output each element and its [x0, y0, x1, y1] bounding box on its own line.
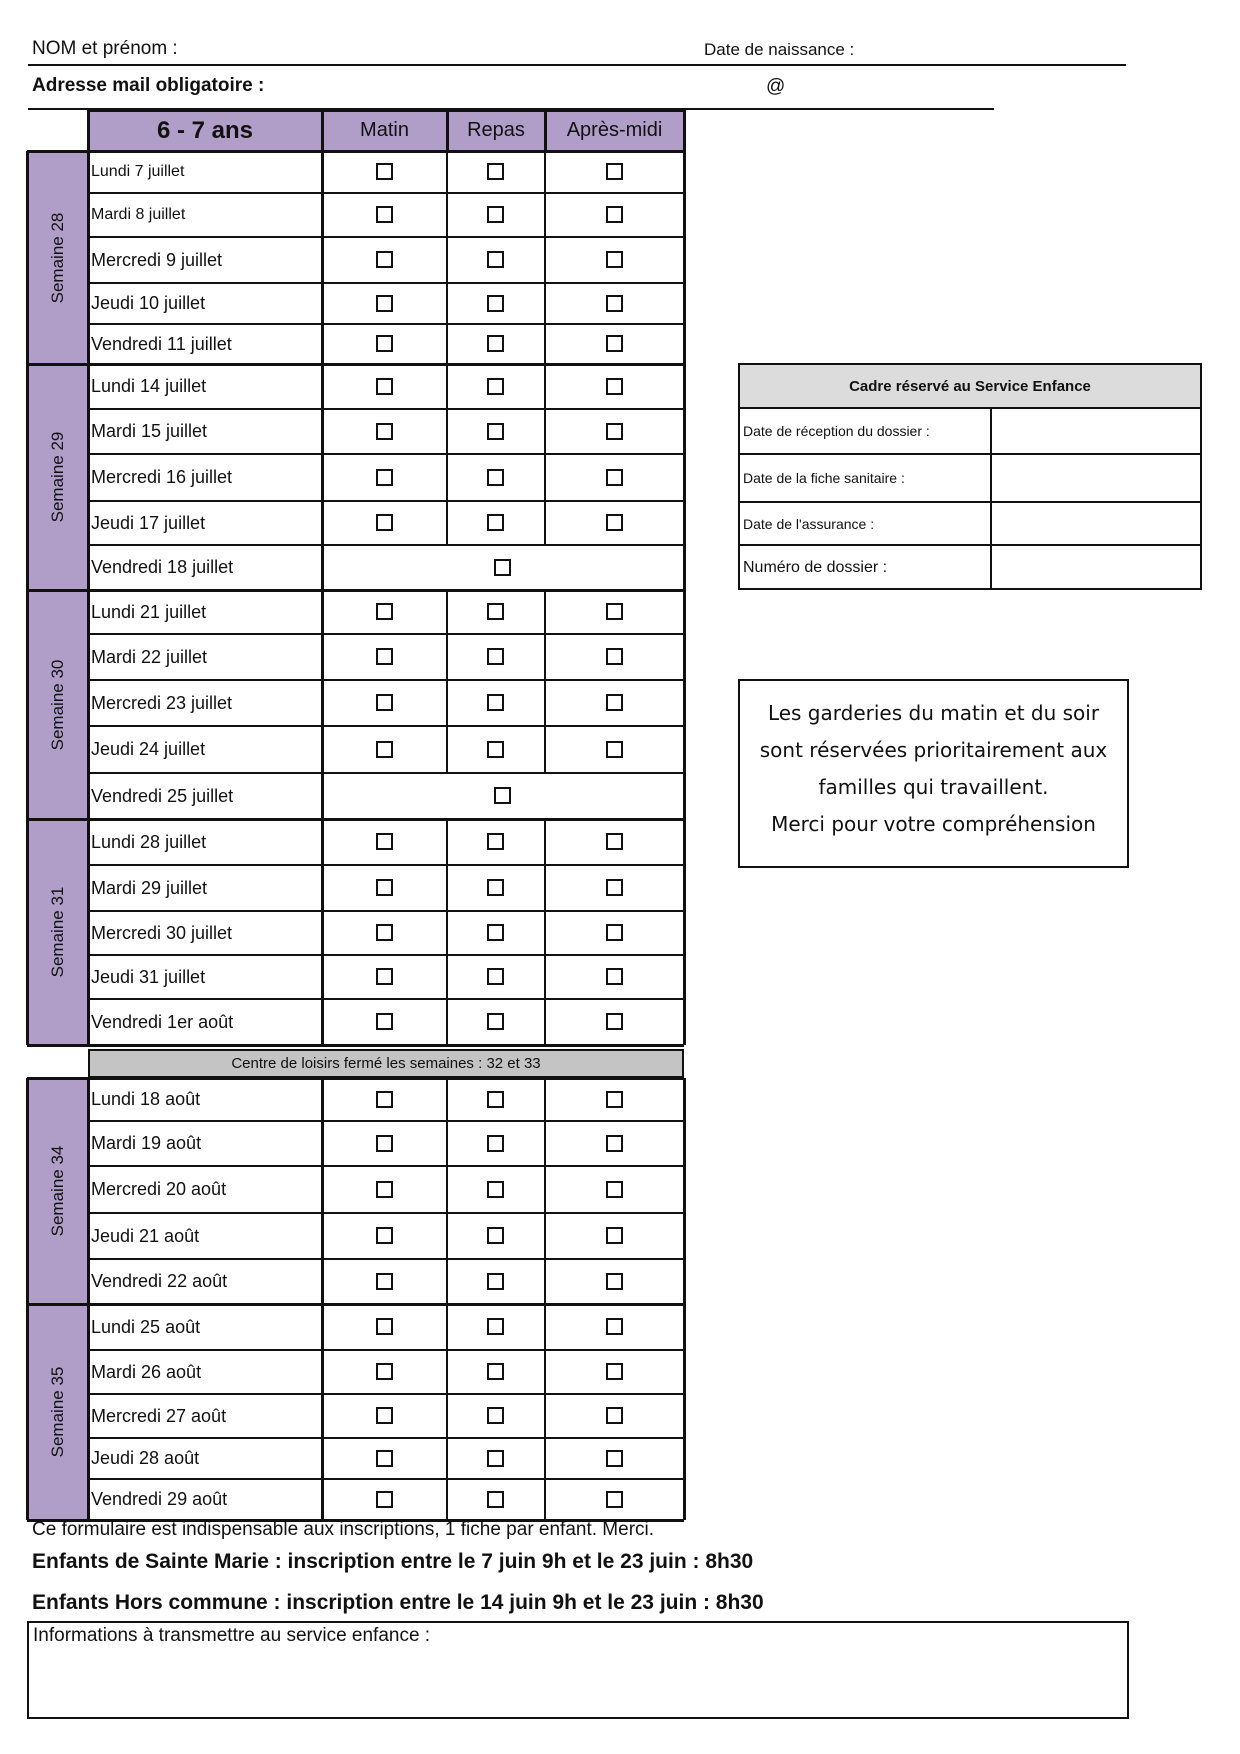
apres-midi-checkbox[interactable]	[606, 335, 623, 352]
reserved-label-file-number: Numéro de dossier :	[740, 546, 992, 590]
grid-line	[544, 110, 547, 151]
reserved-title: Cadre réservé au Service Enfance	[740, 365, 1200, 409]
repas-checkbox[interactable]	[487, 1091, 504, 1108]
apres-midi-checkbox[interactable]	[606, 1013, 623, 1030]
grid-line	[321, 545, 324, 590]
repas-checkbox[interactable]	[487, 741, 504, 758]
grid-line	[88, 1437, 684, 1439]
grid-line	[544, 1121, 546, 1166]
full-day-checkbox[interactable]	[494, 787, 511, 804]
grid-line	[446, 1078, 448, 1121]
grid-line	[544, 911, 546, 955]
apres-midi-checkbox[interactable]	[606, 879, 623, 896]
matin-checkbox[interactable]	[376, 163, 393, 180]
grid-line	[683, 590, 686, 819]
matin-checkbox[interactable]	[376, 206, 393, 223]
grid-line	[446, 819, 448, 865]
matin-checkbox[interactable]	[376, 879, 393, 896]
column-header-apres-midi: Après-midi	[545, 110, 684, 151]
reserved-field-sanitary[interactable]	[992, 455, 1200, 501]
grid-line	[88, 109, 684, 112]
grid-line	[88, 408, 684, 410]
matin-checkbox[interactable]	[376, 1181, 393, 1198]
grid-line	[544, 1166, 546, 1213]
grid-line	[321, 1078, 324, 1121]
grid-line	[446, 364, 448, 409]
grid-line	[446, 501, 448, 545]
reserved-row-file-number	[740, 546, 1200, 590]
grid-line	[88, 1393, 684, 1395]
grid-line	[446, 151, 448, 193]
grid-line	[88, 864, 684, 866]
apres-midi-checkbox[interactable]	[606, 741, 623, 758]
grid-line	[544, 1213, 546, 1259]
notice-line: Les garderies du matin et du soir	[767, 701, 1100, 725]
repas-checkbox[interactable]	[487, 694, 504, 711]
email-label: Adresse mail obligatoire :	[32, 75, 265, 96]
apres-midi-checkbox[interactable]	[606, 1135, 623, 1152]
matin-checkbox[interactable]	[376, 1091, 393, 1108]
day-label: Jeudi 17 juillet	[91, 512, 206, 533]
grid-line	[544, 680, 546, 726]
grid-line	[446, 726, 448, 773]
repas-checkbox[interactable]	[487, 335, 504, 352]
grid-line	[27, 150, 684, 153]
apres-midi-checkbox[interactable]	[606, 1318, 623, 1335]
matin-checkbox[interactable]	[376, 648, 393, 665]
grid-line	[544, 1438, 546, 1479]
grid-line	[446, 110, 449, 151]
grid-line	[446, 1166, 448, 1213]
matin-checkbox[interactable]	[376, 469, 393, 486]
grid-line	[321, 409, 324, 454]
sainte-marie-registration: Enfants de Sainte Marie : inscription entre le 7 juin 9h et le 23 juin : 8h30	[32, 1550, 754, 1573]
repas-checkbox[interactable]	[487, 1363, 504, 1380]
grid-line	[321, 955, 324, 999]
day-label: Mardi 22 juillet	[91, 646, 208, 667]
day-label: Mardi 29 juillet	[91, 877, 208, 898]
grid-line	[88, 544, 684, 546]
info-transmit-label: Informations à transmettre au service enfance :	[33, 1625, 431, 1646]
matin-checkbox[interactable]	[376, 1273, 393, 1290]
grid-line	[544, 501, 546, 545]
grid-line	[26, 364, 29, 590]
apres-midi-checkbox[interactable]	[606, 1181, 623, 1198]
grid-line	[446, 590, 448, 634]
grid-line	[88, 1212, 684, 1214]
grid-line	[544, 237, 546, 283]
grid-line	[544, 151, 546, 193]
day-label: Lundi 21 juillet	[91, 601, 207, 622]
grid-line	[544, 726, 546, 773]
grid-line	[446, 1121, 448, 1166]
grid-line	[88, 1165, 684, 1167]
grid-line	[446, 237, 448, 283]
matin-checkbox[interactable]	[376, 833, 393, 850]
matin-checkbox[interactable]	[376, 1135, 393, 1152]
info-transmit-box[interactable]	[27, 1621, 1129, 1719]
grid-line	[321, 237, 324, 283]
day-label: Lundi 25 août	[91, 1316, 201, 1337]
grid-line	[321, 1394, 324, 1438]
apres-midi-checkbox[interactable]	[606, 514, 623, 531]
grid-line	[88, 998, 684, 1000]
repas-checkbox[interactable]	[487, 423, 504, 440]
matin-checkbox[interactable]	[376, 603, 393, 620]
grid-line	[87, 1078, 90, 1304]
grid-line	[321, 501, 324, 545]
grid-line	[544, 1350, 546, 1394]
grid-line	[88, 1349, 684, 1351]
apres-midi-checkbox[interactable]	[606, 694, 623, 711]
grid-line	[446, 193, 448, 237]
week-label: Semaine 34	[47, 1145, 67, 1237]
grid-line	[683, 1078, 686, 1304]
apres-midi-checkbox[interactable]	[606, 1491, 623, 1508]
grid-line	[88, 679, 684, 681]
hors-commune-registration: Enfants Hors commune : inscription entre le 14 juin 9h et le 23 juin : 8h30	[32, 1591, 764, 1614]
day-label: Jeudi 31 juillet	[91, 966, 206, 987]
grid-line	[544, 865, 546, 911]
form-note: Ce formulaire est indispensable aux inscriptions, 1 fiche par enfant. Merci.	[32, 1519, 655, 1540]
repas-checkbox[interactable]	[487, 514, 504, 531]
apres-midi-checkbox[interactable]	[606, 1091, 623, 1108]
grid-line	[321, 590, 324, 634]
week-label: Semaine 28	[47, 212, 67, 303]
apres-midi-checkbox[interactable]	[606, 924, 623, 941]
matin-checkbox[interactable]	[376, 335, 393, 352]
grid-line	[321, 110, 324, 151]
grid-line	[544, 1479, 546, 1520]
name-label: NOM et prénom :	[32, 38, 178, 59]
repas-checkbox[interactable]	[487, 1450, 504, 1467]
grid-line	[321, 911, 324, 955]
notice-line: Merci pour votre compréhension	[771, 812, 1096, 836]
age-group-header: 6 - 7 ans	[88, 110, 322, 151]
repas-checkbox[interactable]	[487, 295, 504, 312]
week-label: Semaine 35	[47, 1366, 67, 1458]
day-label: Mardi 8 juillet	[91, 206, 186, 223]
grid-line	[544, 1394, 546, 1438]
grid-line	[446, 1438, 448, 1479]
week-label: Semaine 29	[47, 431, 67, 523]
apres-midi-checkbox[interactable]	[606, 1407, 623, 1424]
apres-midi-checkbox[interactable]	[606, 1273, 623, 1290]
grid-line	[26, 1078, 29, 1304]
apres-midi-checkbox[interactable]	[606, 648, 623, 665]
apres-midi-checkbox[interactable]	[606, 469, 623, 486]
grid-line	[544, 634, 546, 680]
grid-line	[544, 1304, 546, 1350]
day-label: Mardi 15 juillet	[91, 421, 208, 441]
at-sign: @	[766, 76, 786, 97]
grid-line	[321, 1259, 324, 1304]
apres-midi-checkbox[interactable]	[606, 1363, 623, 1380]
apres-midi-checkbox[interactable]	[606, 251, 623, 268]
grid-line	[544, 590, 546, 634]
grid-line	[446, 999, 448, 1045]
grid-line	[88, 1258, 684, 1260]
grid-line	[446, 634, 448, 680]
day-label: Vendredi 25 juillet	[91, 785, 234, 806]
apres-midi-checkbox[interactable]	[606, 163, 623, 180]
grid-line	[544, 193, 546, 237]
matin-checkbox[interactable]	[376, 1013, 393, 1030]
apres-midi-checkbox[interactable]	[606, 833, 623, 850]
grid-line	[87, 590, 90, 819]
grid-line	[683, 151, 686, 364]
grid-line	[87, 364, 90, 590]
grid-line	[321, 1479, 324, 1520]
week-label: Semaine 30	[47, 659, 67, 750]
grid-line	[88, 236, 684, 238]
grid-line	[446, 955, 448, 999]
grid-line	[446, 1350, 448, 1394]
grid-line	[87, 110, 90, 151]
day-label: Mardi 19 août	[91, 1133, 202, 1153]
day-label: Jeudi 24 juillet	[91, 739, 206, 759]
grid-line	[88, 1478, 684, 1480]
grid-line	[321, 773, 324, 819]
grid-line	[544, 454, 546, 501]
daycare-notice-box	[738, 679, 1129, 868]
closed-weeks-notice: Centre de loisirs fermé les semaines : 32 et 33	[88, 1049, 684, 1078]
grid-line	[321, 193, 324, 237]
grid-line	[446, 680, 448, 726]
repas-checkbox[interactable]	[487, 1013, 504, 1030]
reserved-label-reception: Date de réception du dossier :	[740, 409, 992, 453]
grid-line	[27, 363, 684, 366]
day-label: Vendredi 22 août	[91, 1271, 228, 1291]
matin-checkbox[interactable]	[376, 295, 393, 312]
grid-line	[544, 1078, 546, 1121]
grid-line	[321, 324, 324, 364]
grid-line	[87, 151, 90, 364]
grid-line	[683, 819, 686, 1045]
grid-line	[87, 819, 90, 1045]
matin-checkbox[interactable]	[376, 378, 393, 395]
repas-checkbox[interactable]	[487, 924, 504, 941]
day-label: Vendredi 29 août	[91, 1489, 228, 1509]
grid-line	[88, 282, 684, 284]
day-label: Vendredi 11 juillet	[91, 333, 232, 354]
matin-checkbox[interactable]	[376, 423, 393, 440]
reserved-field-file-number[interactable]	[992, 546, 1200, 590]
day-label: Mercredi 16 juillet	[91, 467, 233, 487]
repas-checkbox[interactable]	[487, 251, 504, 268]
matin-checkbox[interactable]	[376, 1318, 393, 1335]
day-label: Mercredi 9 juillet	[91, 249, 223, 270]
apres-midi-checkbox[interactable]	[606, 1227, 623, 1244]
repas-checkbox[interactable]	[487, 1135, 504, 1152]
day-label: Lundi 18 août	[91, 1089, 201, 1109]
grid-line	[683, 1304, 686, 1520]
repas-checkbox[interactable]	[487, 603, 504, 620]
grid-line	[321, 1213, 324, 1259]
day-label: Mercredi 23 juillet	[91, 692, 233, 713]
grid-line	[26, 590, 29, 819]
matin-checkbox[interactable]	[376, 1491, 393, 1508]
repas-checkbox[interactable]	[487, 469, 504, 486]
grid-line	[88, 772, 684, 774]
grid-line	[88, 725, 684, 727]
apres-midi-checkbox[interactable]	[606, 423, 623, 440]
day-label: Mercredi 27 août	[91, 1405, 227, 1426]
column-header-repas: Repas	[447, 110, 545, 151]
apres-midi-checkbox[interactable]	[606, 1450, 623, 1467]
apres-midi-checkbox[interactable]	[606, 378, 623, 395]
matin-checkbox[interactable]	[376, 1363, 393, 1380]
grid-line	[446, 324, 448, 364]
grid-line	[321, 1350, 324, 1394]
grid-line	[544, 819, 546, 865]
grid-line	[321, 1304, 324, 1350]
repas-checkbox[interactable]	[487, 1273, 504, 1290]
reserved-row-reception	[740, 409, 1200, 455]
day-label: Lundi 28 juillet	[91, 831, 207, 852]
grid-line	[321, 726, 324, 773]
grid-line	[321, 999, 324, 1045]
repas-checkbox[interactable]	[487, 648, 504, 665]
day-label: Lundi 7 juillet	[91, 163, 185, 180]
grid-line	[88, 633, 684, 635]
matin-checkbox[interactable]	[376, 1407, 393, 1424]
repas-checkbox[interactable]	[487, 206, 504, 223]
grid-line	[88, 910, 684, 912]
matin-checkbox[interactable]	[376, 924, 393, 941]
reserved-service-box	[738, 363, 1202, 590]
day-label: Mardi 26 août	[91, 1361, 202, 1382]
day-label: Jeudi 21 août	[91, 1225, 200, 1246]
day-label: Vendredi 1er août	[91, 1011, 234, 1032]
day-label: Jeudi 28 août	[91, 1448, 200, 1468]
repas-checkbox[interactable]	[487, 1181, 504, 1198]
grid-line	[27, 589, 684, 592]
full-day-checkbox[interactable]	[494, 559, 511, 576]
matin-checkbox[interactable]	[376, 741, 393, 758]
matin-checkbox[interactable]	[376, 1227, 393, 1244]
apres-midi-checkbox[interactable]	[606, 968, 623, 985]
grid-line	[88, 1120, 684, 1122]
grid-line	[544, 364, 546, 409]
grid-line	[683, 110, 686, 151]
repas-checkbox[interactable]	[487, 1318, 504, 1335]
grid-line	[88, 954, 684, 956]
notice-line: sont réservées prioritairement aux	[759, 738, 1108, 762]
grid-line	[544, 324, 546, 364]
grid-line	[683, 364, 686, 590]
day-label: Lundi 14 juillet	[91, 376, 207, 396]
grid-line	[87, 1304, 90, 1520]
grid-line	[321, 364, 324, 409]
birth-date-label: Date de naissance :	[704, 40, 855, 59]
grid-line	[446, 865, 448, 911]
reserved-label-sanitary: Date de la fiche sanitaire :	[740, 455, 992, 501]
notice-line: familles qui travaillent.	[818, 775, 1049, 799]
reserved-field-reception[interactable]	[992, 409, 1200, 453]
grid-line	[321, 865, 324, 911]
grid-line	[88, 500, 684, 502]
grid-line	[321, 1438, 324, 1479]
reserved-row-sanitary	[740, 455, 1200, 503]
grid-line	[446, 1479, 448, 1520]
grid-line	[321, 454, 324, 501]
grid-line	[321, 1166, 324, 1213]
grid-line	[446, 1304, 448, 1350]
grid-line	[446, 409, 448, 454]
apres-midi-checkbox[interactable]	[606, 206, 623, 223]
grid-line	[544, 283, 546, 324]
grid-line	[27, 1044, 684, 1047]
repas-checkbox[interactable]	[487, 968, 504, 985]
grid-line	[88, 453, 684, 455]
grid-line	[88, 323, 684, 325]
matin-checkbox[interactable]	[376, 251, 393, 268]
repas-checkbox[interactable]	[487, 879, 504, 896]
day-label: Jeudi 10 juillet	[91, 293, 206, 313]
grid-line	[446, 283, 448, 324]
reserved-field-insurance[interactable]	[992, 503, 1200, 544]
grid-line	[321, 151, 324, 193]
grid-line	[446, 1394, 448, 1438]
grid-line	[27, 818, 684, 821]
repas-checkbox[interactable]	[487, 1407, 504, 1424]
grid-line	[321, 819, 324, 865]
matin-checkbox[interactable]	[376, 968, 393, 985]
apres-midi-checkbox[interactable]	[606, 295, 623, 312]
repas-checkbox[interactable]	[487, 1491, 504, 1508]
grid-line	[27, 1303, 684, 1306]
matin-checkbox[interactable]	[376, 514, 393, 531]
grid-line	[26, 1304, 29, 1520]
grid-line	[321, 680, 324, 726]
grid-line	[321, 1121, 324, 1166]
grid-line	[544, 955, 546, 999]
grid-line	[446, 1213, 448, 1259]
day-label: Vendredi 18 juillet	[91, 557, 234, 577]
grid-line	[446, 911, 448, 955]
repas-checkbox[interactable]	[487, 833, 504, 850]
repas-checkbox[interactable]	[487, 163, 504, 180]
grid-line	[321, 283, 324, 324]
grid-line	[88, 192, 684, 194]
matin-checkbox[interactable]	[376, 694, 393, 711]
grid-line	[446, 454, 448, 501]
grid-line	[544, 1259, 546, 1304]
grid-line	[321, 634, 324, 680]
apres-midi-checkbox[interactable]	[606, 603, 623, 620]
column-header-matin: Matin	[322, 110, 447, 151]
reserved-label-insurance: Date de l'assurance :	[740, 503, 992, 544]
matin-checkbox[interactable]	[376, 1450, 393, 1467]
repas-checkbox[interactable]	[487, 378, 504, 395]
grid-line	[446, 1259, 448, 1304]
day-label: Mercredi 20 août	[91, 1179, 227, 1199]
week-label: Semaine 31	[47, 886, 67, 978]
grid-line	[26, 819, 29, 1045]
grid-line	[26, 151, 29, 364]
day-label: Mercredi 30 juillet	[91, 922, 233, 943]
grid-line	[544, 409, 546, 454]
grid-line	[544, 999, 546, 1045]
reserved-row-insurance	[740, 503, 1200, 546]
repas-checkbox[interactable]	[487, 1227, 504, 1244]
